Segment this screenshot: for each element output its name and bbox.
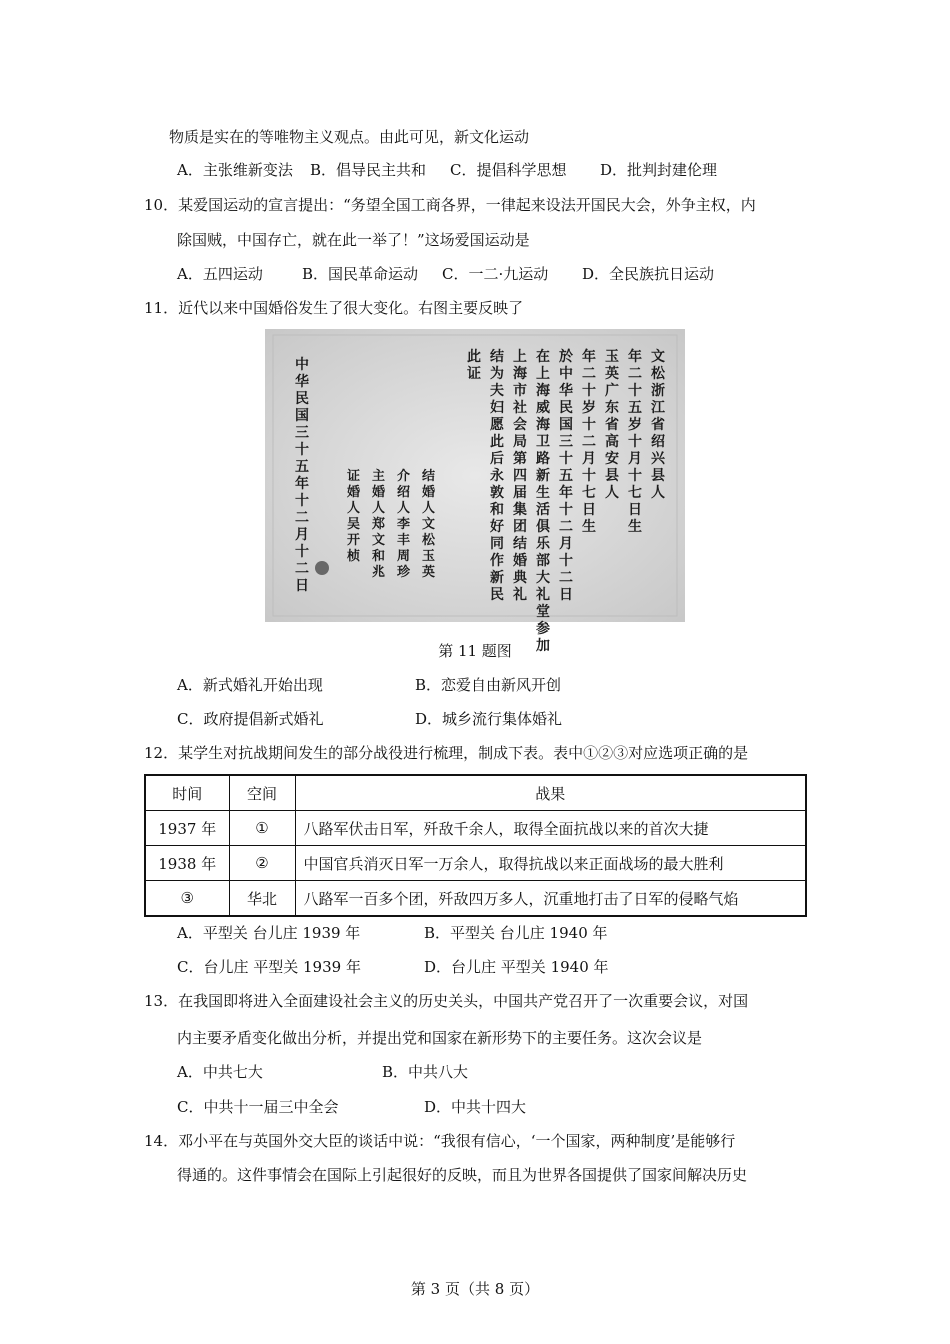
- q13-option-c[interactable]: C．中共十一届三中全会: [177, 1098, 339, 1116]
- certificate-seal-icon: [315, 561, 329, 575]
- q10-stem-line2: 除国贼，中国存亡，就在此一举了！”这场爱国运动是: [177, 231, 530, 249]
- table-cell: ③: [145, 881, 229, 917]
- certificate-column: 结为夫妇愿此后永敦和好同作新民: [490, 349, 504, 603]
- q13-stem-line1: 13．在我国即将进入全面建设社会主义的历史关头，中国共产党召开了一次重要会议，对国: [144, 992, 749, 1010]
- q11-option-a[interactable]: A．新式婚礼开始出现: [177, 676, 323, 694]
- q10-stem-line1: 10．某爱国运动的宣言提出：“务望全国工商各界，一律起来设法开国民大会，外争主权，内: [144, 196, 756, 214]
- table-cell: 八路军一百多个团，歼敌四万多人，沉重地打击了日军的侵略气焰: [295, 881, 806, 917]
- table-cell: 中国官兵消灭日军一万余人，取得抗战以来正面战场的最大胜利: [295, 846, 806, 881]
- certificate-column: 证婚人 吴开桢: [346, 469, 360, 564]
- table-cell: 华北: [229, 881, 295, 917]
- certificate-signature-columns: [345, 469, 437, 609]
- table-row: [145, 881, 806, 917]
- q12-option-d[interactable]: D．台儿庄 平型关 1940 年: [424, 958, 609, 976]
- certificate-column: 文松 浙江省 绍兴 县人: [651, 349, 665, 501]
- certificate-column: 此证: [467, 349, 481, 382]
- certificate-column: 於中华民国三十五年十二月十二日: [559, 349, 573, 603]
- q11-option-c[interactable]: C．政府提倡新式婚礼: [177, 710, 324, 728]
- q11-option-b[interactable]: B．恋爱自由新风开创: [415, 676, 562, 694]
- page-number: 第 3 页（共 8 页）: [410, 1280, 540, 1298]
- certificate-column: 年二十 岁十二月十七日生: [582, 349, 596, 535]
- q11-stem: 11．近代以来中国婚俗发生了很大变化。右图主要反映了: [144, 299, 524, 317]
- certificate-column: 年二十五岁十月十七日生: [628, 349, 642, 535]
- q10-option-b[interactable]: B．国民革命运动: [302, 265, 419, 283]
- q10-option-c[interactable]: C．一二·九运动: [442, 265, 549, 283]
- table-cell: 1937 年: [145, 811, 229, 846]
- table-header-row: [145, 775, 806, 811]
- q14-stem-line2: 得通的。这件事情会在国际上引起很好的反映，而且为世界各国提供了国家间解决历史: [177, 1166, 748, 1184]
- q11-figure-caption: 第 11 题图: [438, 642, 512, 660]
- certificate-date-column: 中华民国三十五年十二月十二日: [295, 357, 309, 594]
- certificate-column: 主婚人 郑文 和兆: [371, 469, 385, 580]
- table-cell: ②: [229, 846, 295, 881]
- table-header-cell: 战果: [295, 775, 806, 811]
- q9-option-c[interactable]: C．提倡科学思想: [450, 161, 567, 179]
- q13-option-b[interactable]: B．中共八大: [382, 1063, 469, 1081]
- q12-option-c[interactable]: C．台儿庄 平型关 1939 年: [177, 958, 361, 976]
- q9-option-d[interactable]: D．批判封建伦理: [600, 161, 718, 179]
- table-cell: 1938 年: [145, 846, 229, 881]
- table-cell: ①: [229, 811, 295, 846]
- q9-continuation: 物质是实在的等唯物主义观点。由此可见，新文化运动: [169, 128, 530, 146]
- q13-option-d[interactable]: D．中共十四大: [424, 1098, 527, 1116]
- certificate-column: 玉英 广东省 高安 县人: [605, 349, 619, 501]
- certificate-text-columns: [465, 349, 667, 654]
- q14-stem-line1: 14．邓小平在与英国外交大臣的谈话中说：“我很有信心，‘一个国家，两种制度’是能够行: [144, 1132, 736, 1150]
- q9-option-a[interactable]: A．主张维新变法: [177, 161, 293, 179]
- q12-stem: 12．某学生对抗战期间发生的部分战役进行梳理，制成下表。表中①②③对应选项正确的是: [144, 744, 749, 762]
- q10-option-d[interactable]: D．全民族抗日运动: [582, 265, 715, 283]
- q12-option-a[interactable]: A．平型关 台儿庄 1939 年: [177, 924, 361, 942]
- battles-table: [144, 774, 807, 917]
- q9-option-b[interactable]: B．倡导民主共和: [310, 161, 427, 179]
- q12-option-b[interactable]: B．平型关 台儿庄 1940 年: [424, 924, 608, 942]
- table-header-cell: 空间: [229, 775, 295, 811]
- table-cell: 八路军伏击日军，歼敌千余人，取得全面抗战以来的首次大捷: [295, 811, 806, 846]
- q13-option-a[interactable]: A．中共七大: [177, 1063, 263, 1081]
- certificate-column: 结婚人 文松 玉英: [421, 469, 435, 580]
- table-row: [145, 811, 806, 846]
- table-header-cell: 时间: [145, 775, 229, 811]
- q11-option-d[interactable]: D．城乡流行集体婚礼: [415, 710, 563, 728]
- certificate-column: 在上海威海卫路新生活俱乐部大礼堂参加: [536, 349, 550, 654]
- table-row: [145, 846, 806, 881]
- q13-stem-line2: 内主要矛盾变化做出分析，并提出党和国家在新形势下的主要任务。这次会议是: [177, 1029, 703, 1047]
- certificate-column: 上海市社会局第四届集团结婚典礼: [513, 349, 527, 603]
- certificate-column: 介绍人 李丰 周珍: [396, 469, 410, 580]
- q10-option-a[interactable]: A．五四运动: [177, 265, 263, 283]
